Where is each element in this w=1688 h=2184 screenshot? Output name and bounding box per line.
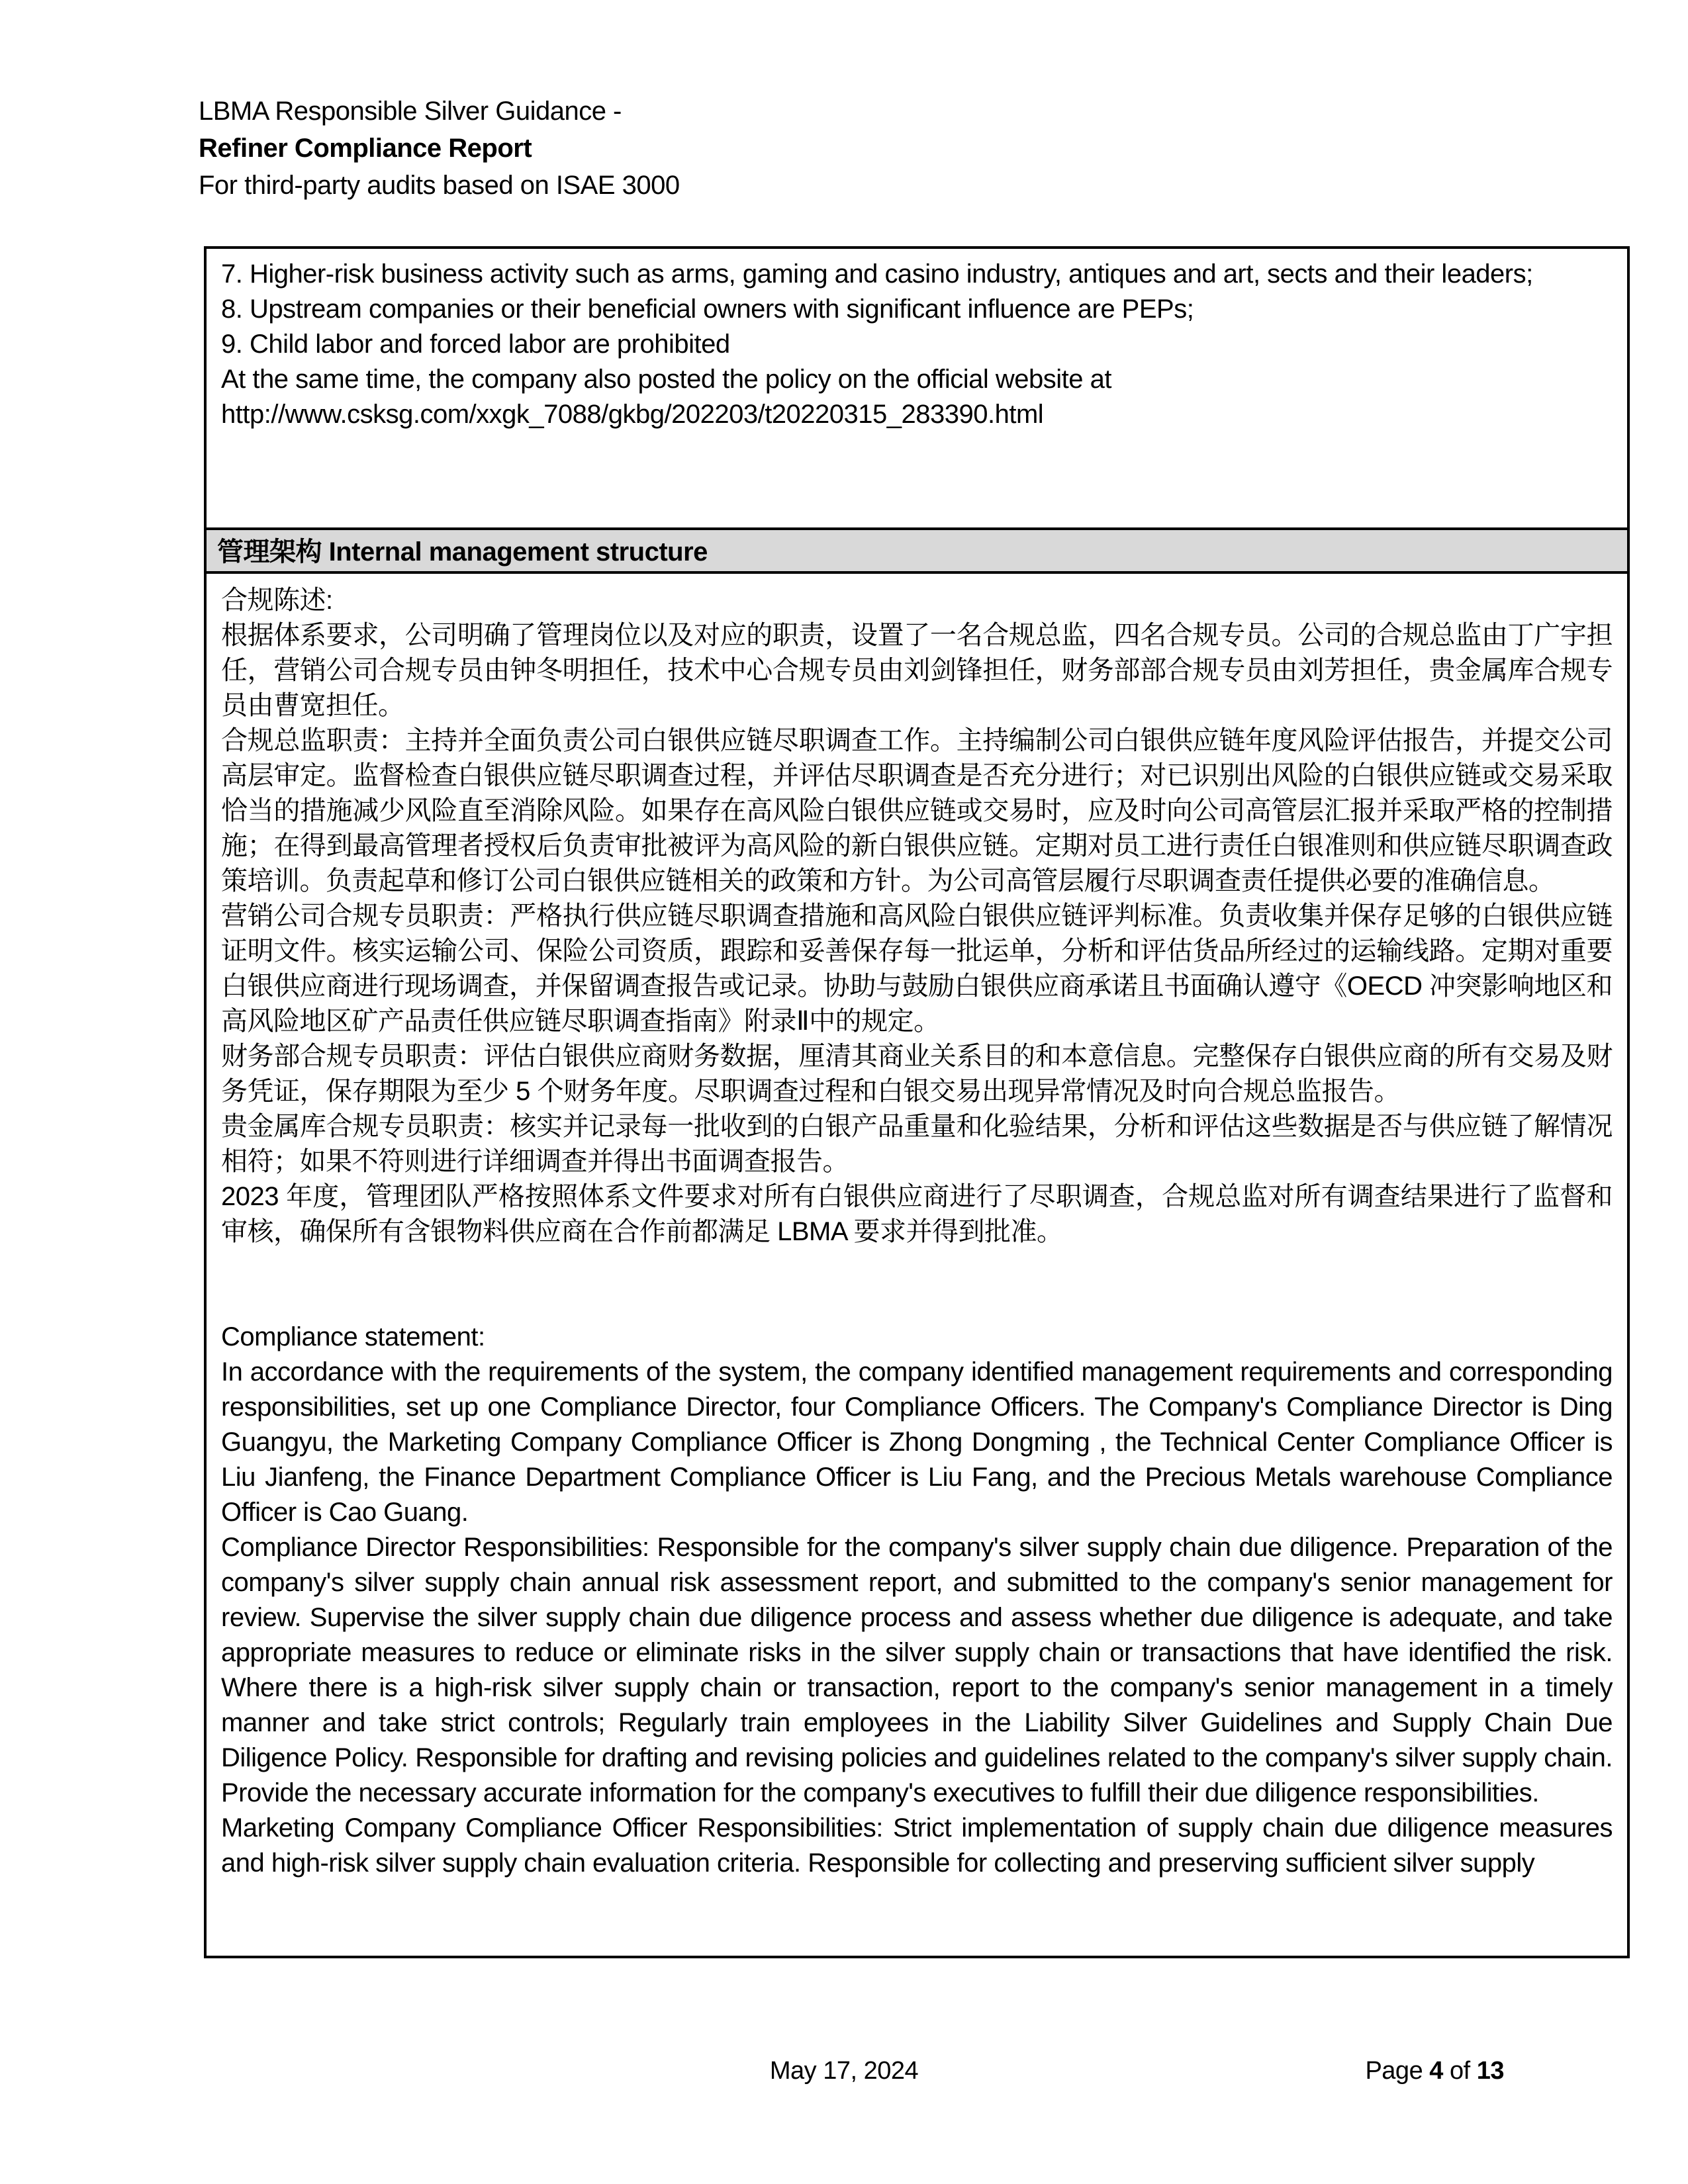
document-header — [199, 93, 680, 204]
compliance-statement-label-zh: 合规陈述: — [221, 586, 333, 615]
footer-page-total: 13 — [1476, 2057, 1504, 2085]
document-title-line-3: For third-party audits based on ISAE 3000 — [199, 171, 680, 200]
paragraph-zh-5: 贵金属库合规专员职责：核实并记录每一批收到的白银产品重量和化验结果，分析和评估这些数据是否与供应链了解情况相符；如果不符则进行详细调查并得出书面调查报告。 — [221, 1112, 1613, 1176]
footer-page-number: 4 — [1429, 2057, 1443, 2085]
paragraph-zh-4: 财务部合规专员职责：评估白银供应商财务数据，厘清其商业关系目的和本意信息。完整保存白银供应商的所有交易及财务凭证，保存期限为至少 5 个财务年度。尽职调查过程和白银交易出现异常情况及时向合规总监报告。 — [221, 1042, 1613, 1106]
compliance-statement-label-en: Compliance statement: — [221, 1322, 485, 1351]
footer-page-prefix: Page — [1365, 2057, 1430, 2085]
document-title-line-2: Refiner Compliance Report — [199, 134, 532, 163]
section-body — [207, 574, 1627, 1956]
section-header-bar — [207, 527, 1627, 574]
policy-box — [207, 249, 1627, 527]
policy-website-url: http://www.csksg.com/xxgk_7088/gkbg/202203/t20220315_283390.html — [221, 400, 1044, 429]
section-title: 管理架构 Internal management structure — [217, 537, 708, 567]
blank-gap — [221, 1250, 1613, 1320]
document-title-line-1: LBMA Responsible Silver Guidance - — [199, 97, 622, 126]
paragraph-zh-2: 合规总监职责：主持并全面负责公司白银供应链尽职调查工作。主持编制公司白银供应链年度风险评估报告，并提交公司高层审定。监督检查白银供应链尽职调查过程，并评估尽职调查是否充分进行；对已识别出风险的白银供应链或交易采取恰当的措施减少风险直至消除风险。如果存在高风险白银供应链或交易时，应及时向公司高管层汇报并采取严格的控制措施；在得到最高管理者授权后负责审批被评为高风险的新白银供应链。定期对员工进行责任白银准则和供应链尽职调查政策培训。负责起草和修订公司白银供应链相关的政策和方针。为公司高管层履行尽职调查责任提供必要的准确信息。 — [221, 726, 1613, 895]
paragraph-zh-1: 根据体系要求，公司明确了管理岗位以及对应的职责，设置了一名合规总监，四名合规专员。公司的合规总监由丁广宇担任，营销公司合规专员由钟冬明担任，技术中心合规专员由刘剑锋担任，财务部部合规专员由刘芳担任，贵金属库合规专员由曹宽担任。 — [221, 621, 1613, 720]
footer-page-indicator — [199, 2057, 1504, 2085]
paragraph-zh-6: 2023 年度，管理团队严格按照体系文件要求对所有白银供应商进行了尽职调查，合规总监对所有调查结果进行了监督和审核，确保所有含银物料供应商在合作前都满足 LBMA 要求并得到批准。 — [221, 1182, 1613, 1246]
footer-page-of: of — [1442, 2057, 1477, 2085]
policy-item-7: 7. Higher-risk business activity such as arms, gaming and casino industry, antiques and art, sects and their leaders; — [221, 259, 1533, 289]
paragraph-en-3: Marketing Company Compliance Officer Responsibilities: Strict implementation of supply chain due diligence measures and high-risk silver supply chain evaluation criteria. Responsible for collecting and preserving sufficient silver supply — [221, 1813, 1613, 1878]
policy-website-note: At the same time, the company also posted the policy on the official website at — [221, 365, 1111, 394]
content-table — [204, 246, 1630, 1958]
paragraph-en-1: In accordance with the requirements of the system, the company identified management requirements and corresponding responsibilities, set up one Compliance Director, four Compliance Officers. The Company's Compliance Director is Ding Guangyu, the Marketing Company Compliance Officer is Zhong Dongming , the Technical Center Compliance Officer is Liu Jianfeng, the Finance Department Compliance Officer is Liu Fang, and the Precious Metals warehouse Compliance Officer is Cao Guang. — [221, 1357, 1613, 1527]
policy-item-9: 9. Child labor and forced labor are prohibited — [221, 330, 730, 359]
paragraph-zh-3: 营销公司合规专员职责：严格执行供应链尽职调查措施和高风险白银供应链评判标准。负责收集并保存足够的白银供应链证明文件。核实运输公司、保险公司资质，跟踪和妥善保存每一批运单，分析和评估货品所经过的运输线路。定期对重要白银供应商进行现场调查，并保留调查报告或记录。协助与鼓励白银供应商承诺且书面确认遵守《OECD 冲突影响地区和高风险地区矿产品责任供应链尽职调查指南》附录Ⅱ中的规定。 — [221, 901, 1613, 1036]
paragraph-en-2: Compliance Director Responsibilities: Responsible for the company's silver supply chain due diligence. Preparation of the company's silver supply chain annual risk assessment report, and submitted to the company's senior management for review. Supervise the silver supply chain due diligence process and assess whether due diligence is adequate, and take appropriate measures to reduce or eliminate risks in the silver supply chain or transactions that have identified the risk. Where there is a high-risk silver supply chain or transaction, report to the company's senior management in a timely manner and take strict controls; Regularly train employees in the Liability Silver Guidelines and Supply Chain Due Diligence Policy. Responsible for drafting and revising policies and guidelines related to the company's silver supply chain. Provide the necessary accurate information for the company's executives to fulfill their due diligence responsibilities. — [221, 1533, 1613, 1807]
policy-item-8: 8. Upstream companies or their beneficial owners with significant influence are PEPs; — [221, 295, 1194, 324]
footer-date: May 17, 2024 — [769, 2057, 919, 2085]
